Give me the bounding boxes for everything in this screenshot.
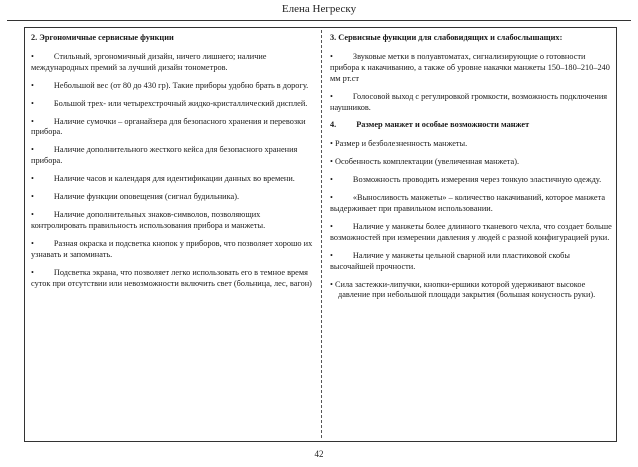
section-2-heading: 2. Эргономичные сервисные функции <box>31 33 174 42</box>
section-2-list <box>31 52 314 290</box>
bullet-icon: • <box>330 175 333 185</box>
bullet-icon: • <box>31 145 34 155</box>
list-item-text: Небольшой вес (от 80 до 430 гр). Такие приборы удобно брать в дорогу. <box>53 80 309 90</box>
bullet-icon: • <box>330 91 333 101</box>
list-item-last: • Сила застежки-липучки, кнопки-ершики которой удерживают высокое давление при небольшой площади закрытия (большая конусность руки). <box>330 279 596 300</box>
bullet-icon: • <box>31 209 34 219</box>
section-4-number: 4. <box>330 120 337 130</box>
section-4-heading <box>330 120 614 131</box>
list-item-text: Звуковые метки в полуавтоматах, сигнализирующие о готовности прибора к накачиванию, а также об уровне накачки манжеты 150–180–210–240 мм рт.ст <box>330 51 610 83</box>
list-item-text: Наличие дополнительных знаков-символов, позволяющих контролировать правильность использования прибора и манжеты. <box>31 209 266 230</box>
list-item <box>31 99 314 110</box>
list-item <box>330 175 614 186</box>
bullet-icon: • <box>330 221 333 231</box>
bullet-icon: • <box>31 98 34 108</box>
section-3-heading: 3. Сервисные функции для слабовидящих и слабослышащих: <box>330 33 563 42</box>
header-rule <box>7 20 631 21</box>
list-item-text: Наличие сумочки – органайзера для безопасного хранения и перевозки прибора. <box>31 116 306 137</box>
bullet-icon: • <box>31 80 34 90</box>
list-item-text: Наличие дополнительного жесткого кейса для безопасного хранения прибора. <box>31 145 298 166</box>
list-item <box>31 174 314 185</box>
list-item-text: Наличие часов и календаря для идентификации данных во времени. <box>53 174 295 184</box>
list-item-text: «Выносливость манжеты» – количество накачиваний, которое манжета выдерживает при правильном использовании. <box>330 193 606 213</box>
list-item: • Размер и безболезненность манжеты. <box>330 139 468 149</box>
bullet-icon: • <box>31 116 34 126</box>
list-item-text: Наличие у манжеты более длинного тканевого чехла, что создает больше возможностей при измерении давления у людей с разной конфигурацией руки. <box>330 221 612 242</box>
bullet-icon: • <box>31 51 34 61</box>
list-item <box>31 117 314 139</box>
list-item <box>31 52 314 74</box>
list-item <box>330 193 614 215</box>
list-item-text: Подсветка экрана, что позволяет легко использовать его в темное время суток при отсутствии или невозможности включить свет (больница, лес, вагон) <box>31 267 312 288</box>
bullet-icon: • <box>31 267 34 277</box>
right-column <box>330 33 614 308</box>
list-item <box>31 268 314 290</box>
list-item <box>330 52 614 85</box>
bullet-icon: • <box>31 174 34 184</box>
section-3-list <box>330 52 614 114</box>
list-item-text: Разная окраска и подсветка кнопок у приборов, что позволяет хорошо их узнавать и запоминать. <box>31 238 313 259</box>
page-number: 42 <box>314 449 324 459</box>
list-item-text: Возможность проводить измерения через тонкую эластичную одежду. <box>352 175 602 185</box>
bullet-icon: • <box>330 250 333 260</box>
left-column <box>31 33 314 296</box>
list-item <box>330 222 614 244</box>
list-item-text: Наличие у манжеты цельной сварной или пластиковой скобы высочайшей прочности. <box>330 250 570 271</box>
list-item: • Особенность комплектации (увеличенная манжета). <box>330 157 520 167</box>
list-item <box>31 210 314 232</box>
list-item <box>31 239 314 261</box>
bullet-icon: • <box>31 192 34 202</box>
section-4-list <box>330 175 614 272</box>
section-4-simple-list <box>330 139 614 168</box>
list-item <box>31 81 314 92</box>
section-4-title: Размер манжет и особые возможности манжет <box>356 120 530 130</box>
list-item <box>31 145 314 167</box>
list-item-text: Наличие функции оповещения (сигнал будильника). <box>53 192 240 202</box>
list-item <box>330 251 614 273</box>
bullet-icon: • <box>330 193 333 203</box>
list-item <box>31 192 314 203</box>
list-item <box>330 92 614 114</box>
column-divider <box>321 30 322 438</box>
page-header-author: Елена Негреску <box>281 3 357 15</box>
list-item-text: Стильный, эргономичный дизайн, ничего лишнего; наличие международных премий за лучший дизайн тонометров. <box>31 51 267 72</box>
bullet-icon: • <box>330 51 333 61</box>
bullet-icon: • <box>31 238 34 248</box>
list-item-text: Голосовой выход с регулировкой громкости, возможность подключения наушников. <box>330 91 608 112</box>
list-item-text: Большой трех- или четырехстрочный жидко-кристаллический дисплей. <box>53 98 308 108</box>
